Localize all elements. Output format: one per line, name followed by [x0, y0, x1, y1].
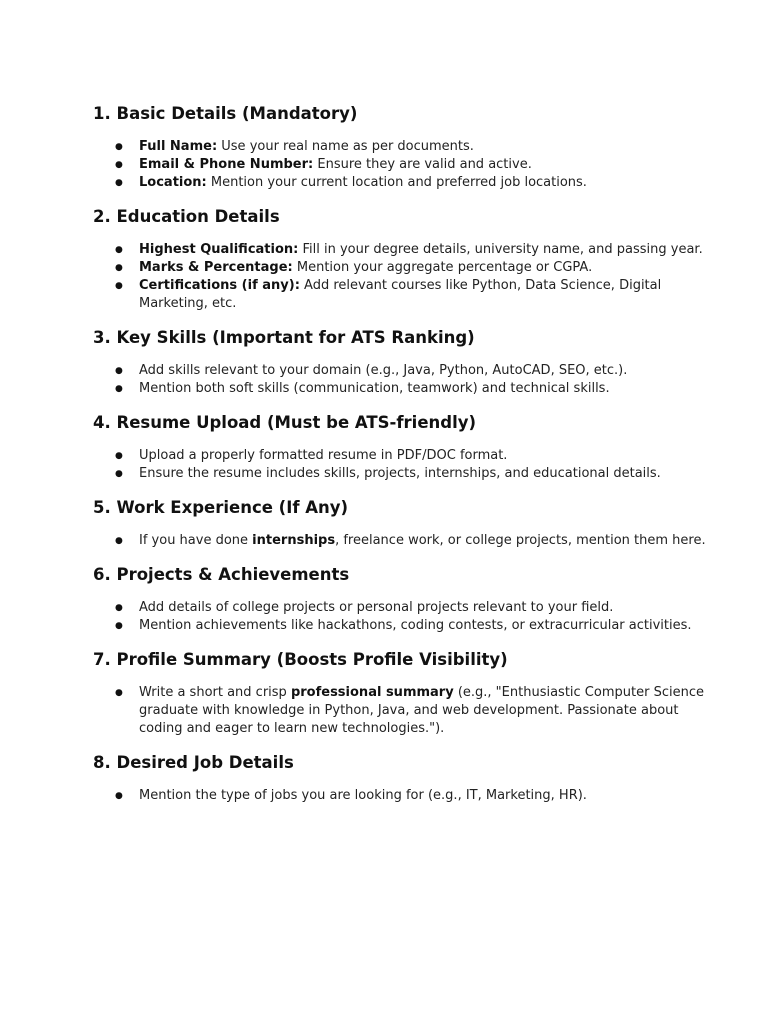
bullet-list — [93, 787, 708, 805]
item-text: Fill in your degree details, university name, and passing year. — [298, 242, 703, 257]
list-item — [93, 174, 708, 192]
item-label: Location: — [139, 175, 207, 190]
item-text: If you have done — [139, 533, 253, 548]
list-item: ● Mention the type of jobs you are looking for (e.g., IT, Marketing, HR). — [93, 787, 708, 805]
section-profile-summary — [93, 649, 708, 738]
list-item — [93, 241, 708, 259]
list-item: ● Upload a properly formatted resume in PDF/DOC format. — [93, 447, 708, 465]
item-text: , freelance work, or college projects, mention them here. — [335, 533, 706, 548]
list-item: ● Mention both soft skills (communication, teamwork) and technical skills. — [93, 380, 708, 398]
item-text: Use your real name as per documents. — [217, 139, 474, 154]
item-text: Add relevant courses like Python, Data Science, Digital Marketing, etc. — [139, 278, 662, 311]
section-title: 3. Key Skills (Important for ATS Ranking) — [93, 328, 475, 347]
item-label: Marks & Percentage: — [139, 260, 293, 275]
list-item — [93, 156, 708, 174]
section-basic-details — [93, 103, 708, 192]
item-label: Full Name: — [139, 139, 218, 154]
section-title: 2. Education Details — [93, 207, 280, 226]
section-title: 5. Work Experience (If Any) — [93, 498, 349, 517]
section-title: 1. Basic Details (Mandatory) — [93, 104, 358, 123]
item-text: Ensure they are valid and active. — [313, 157, 532, 172]
list-item — [93, 259, 708, 277]
item-text: Mention your aggregate percentage or CGPA. — [292, 260, 593, 275]
list-item: ● Ensure the resume includes skills, projects, internships, and educational details. — [93, 465, 708, 483]
list-item: ● Mention achievements like hackathons, coding contests, or extracurricular activities. — [93, 617, 708, 635]
section-resume-upload — [93, 412, 708, 483]
bullet-list — [93, 532, 708, 550]
section-projects-achievements — [93, 564, 708, 635]
list-item: ● Add details of college projects or personal projects relevant to your field. — [93, 599, 708, 617]
bullet-list — [93, 684, 708, 738]
item-label: Email & Phone Number: — [139, 157, 314, 172]
item-text: Write a short and crisp — [139, 685, 291, 700]
bullet-list — [93, 447, 708, 483]
section-work-experience — [93, 497, 708, 550]
item-text: Mention your current location and preferred job locations. — [206, 175, 587, 190]
section-key-skills — [93, 327, 708, 398]
bullet-list — [93, 599, 708, 635]
item-emphasis: professional summary — [290, 685, 454, 700]
list-item: ● Add skills relevant to your domain (e.g., Java, Python, AutoCAD, SEO, etc.). — [93, 362, 708, 380]
item-emphasis: internships — [252, 533, 336, 548]
list-item — [93, 277, 708, 313]
section-desired-job-details — [93, 752, 708, 805]
list-item — [93, 532, 708, 550]
section-title: 7. Profile Summary (Boosts Profile Visibility) — [93, 650, 508, 669]
section-title: 4. Resume Upload (Must be ATS-friendly) — [93, 413, 477, 432]
bullet-list — [93, 241, 708, 313]
section-education-details — [93, 206, 708, 313]
item-text: (e.g., "Enthusiastic Computer Science graduate with knowledge in Python, Java, and web development. Passionate about coding and eager to learn new technologies."). — [139, 685, 704, 736]
item-label: Certifications (if any): — [139, 278, 300, 293]
list-item — [93, 138, 708, 156]
section-title: 8. Desired Job Details — [93, 753, 294, 772]
section-title: 6. Projects & Achievements — [93, 565, 350, 584]
bullet-list — [93, 138, 708, 192]
bullet-list — [93, 362, 708, 398]
list-item — [93, 684, 708, 738]
item-label: Highest Qualification: — [139, 242, 299, 257]
